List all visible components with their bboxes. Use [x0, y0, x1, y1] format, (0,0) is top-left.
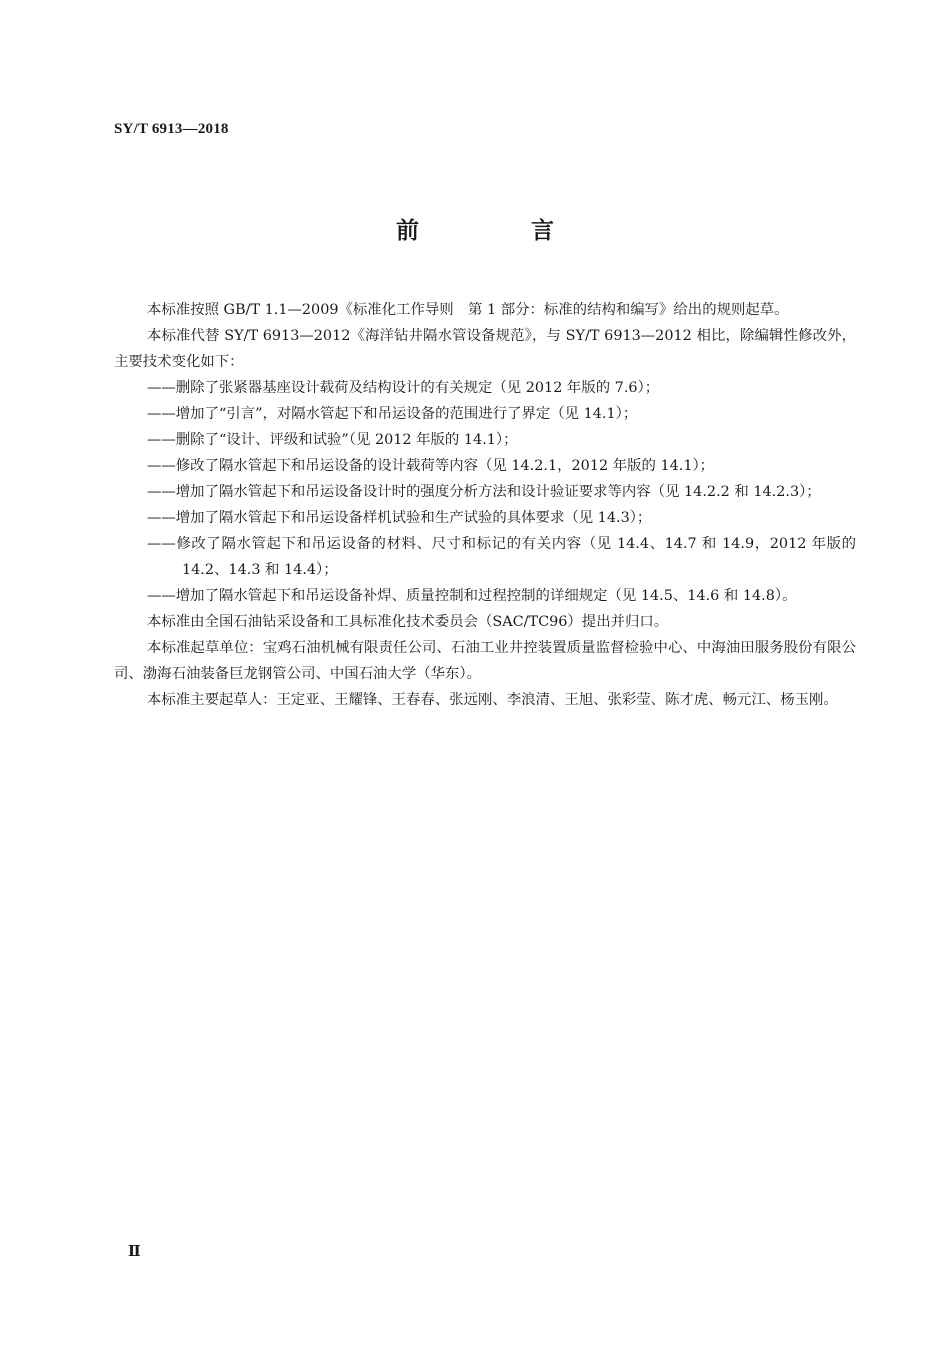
- change-item: ——修改了隔水管起下和吊运设备的材料、尺寸和标记的有关内容（见 14.4、14.7 和 14.9，2012 年版的 14.2、14.3 和 14.4）；: [147, 536, 856, 578]
- change-item: ——增加了隔水管起下和吊运设备样机试验和生产试验的具体要求（见 14.3）；: [147, 510, 652, 526]
- change-item: ——增加了“引言”，对隔水管起下和吊运设备的范围进行了界定（见 14.1）；: [147, 406, 638, 422]
- page-title: 前 言: [395, 218, 606, 244]
- paragraph-drafting-units: 本标准起草单位：宝鸡石油机械有限责任公司、石油工业井控装置质量监督检验中心、中海油田服务股份有限公司、渤海石油装备巨龙钢管公司、中国石油大学（华东）。: [114, 640, 856, 682]
- standard-code: SY/T 6913—2018: [114, 121, 229, 137]
- page-number: Ⅱ: [128, 1244, 141, 1260]
- change-item: ——删除了张紧器基座设计载荷及结构设计的有关规定（见 2012 年版的 7.6）；: [147, 380, 660, 396]
- change-item: ——删除了“设计、评级和试验”（见 2012 年版的 14.1）；: [147, 432, 518, 448]
- document-body: [114, 297, 856, 713]
- paragraph-replacement: 本标准代替 SY/T 6913—2012《海洋钻井隔水管设备规范》，与 SY/T 6913—2012 相比，除编辑性修改外，主要技术变化如下：: [114, 328, 856, 370]
- change-item: ——增加了隔水管起下和吊运设备设计时的强度分析方法和设计验证要求等内容（见 14.2.2 和 14.2.3）；: [147, 484, 821, 500]
- paragraph-drafters: 本标准主要起草人：王定亚、王耀锋、王春春、张远刚、李浪清、王旭、张彩莹、陈才虎、畅元江、杨玉刚。: [147, 692, 838, 708]
- change-item: ——增加了隔水管起下和吊运设备补焊、质量控制和过程控制的详细规定（见 14.5、14.6 和 14.8）。: [147, 588, 797, 604]
- paragraph-drafting-rules: 本标准按照 GB/T 1.1—2009《标准化工作导则 第 1 部分：标准的结构和编写》给出的规则起草。: [147, 302, 789, 318]
- paragraph-proposer: 本标准由全国石油钻采设备和工具标准化技术委员会（SAC/TC96）提出并归口。: [147, 614, 669, 630]
- change-item: ——修改了隔水管起下和吊运设备的设计载荷等内容（见 14.2.1，2012 年版的 14.1）；: [147, 458, 715, 474]
